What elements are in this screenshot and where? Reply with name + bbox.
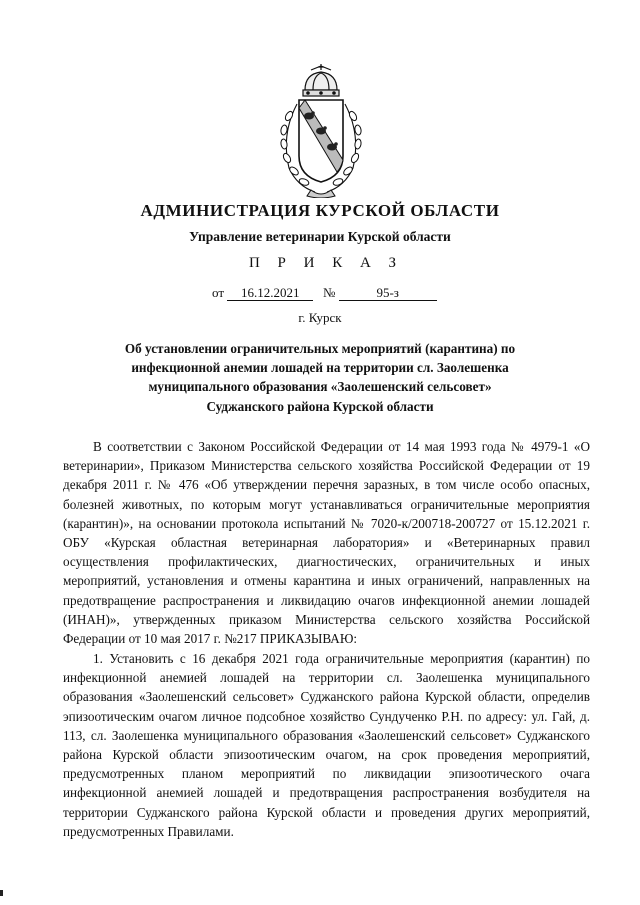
order-date: 16.12.2021 [227,286,313,301]
scan-edge-mark [0,890,3,896]
clause-1-paragraph: 1. Установить с 16 декабря 2021 года ограничительные мероприятия (карантин) по инфекционной анемией лошадей на территории сл. Заолешенка муниципального образования «Заолешенский сельсовет» Суджанского района Курской области, определив эпизоотическим очагом личное подсобное хозяйство Сундученко Р.Н. по адресу: ул. Гай, д. 113, сл. Заолешенка муниципального образования «Заолешенский сельсовет» Суджанского района Курской области эпизоотическим очагом, на срок проведения мероприятий, предусмотренных планом мероприятий по ликвидации эпизоотического очага инфекционной анемией лошадей и предотвращения распространения возбудителя на территории Суджанского района Курской области и проведения других мероприятий, предусмотренных Правилами. [63,651,590,839]
heading-line: инфекционной анемии лошадей на территории сл. Заолешенка [131,360,509,376]
heading-line: муниципального образования «Заолешенский сельсовет» [148,379,492,395]
number-prefix: № [323,285,336,300]
order-number: 95-з [339,286,437,301]
order-date-number-line [212,285,437,301]
organization-subtitle: Управление ветеринарии Курской области [189,229,451,244]
city: г. Курск [298,310,342,325]
heading-line: Об установлении ограничительных мероприятий (карантина) по [124,341,516,356]
organization-title: АДМИНИСТРАЦИЯ КУРСКОЙ ОБЛАСТИ [140,201,500,220]
preamble-paragraph: В соответствии с Законом Российской Федерации от 14 мая 1993 года № 4979-1 «О ветеринарии», Приказом Министерства сельского хозяйства Российской Федерации от 19 декабря 2011 г. № 476 «Об утверждении перечня заразных, в том числе особо опасных, болезней животных, по которым могут устанавливаться ограничительные мероприятия (карантин)», на основании протокола испытаний № 7020-к/200718-200727 от 15.12.2021 г. ОБУ «Курская областная ветеринарная лаборатория» и «Ветеринарных правил осуществления профилактических, диагностических, ограничительных и иных мероприятий, установления и отмены карантина и иных ограничений, направленных на предотвращение распространения и ликвидацию очагов инфекционной анемии лошадей (ИНАН)», утвержденных приказом Министерства сельского хозяйства Российской Федерации от 10 мая 2017 г. №217 ПРИКАЗЫВАЮ: [63,439,590,647]
heading-line: Суджанского района Курской области [206,398,434,414]
date-prefix: от [212,285,225,300]
order-heading [86,339,554,416]
kursk-coat-of-arms-icon [275,64,367,198]
document-type: П Р И К А З [248,255,404,271]
